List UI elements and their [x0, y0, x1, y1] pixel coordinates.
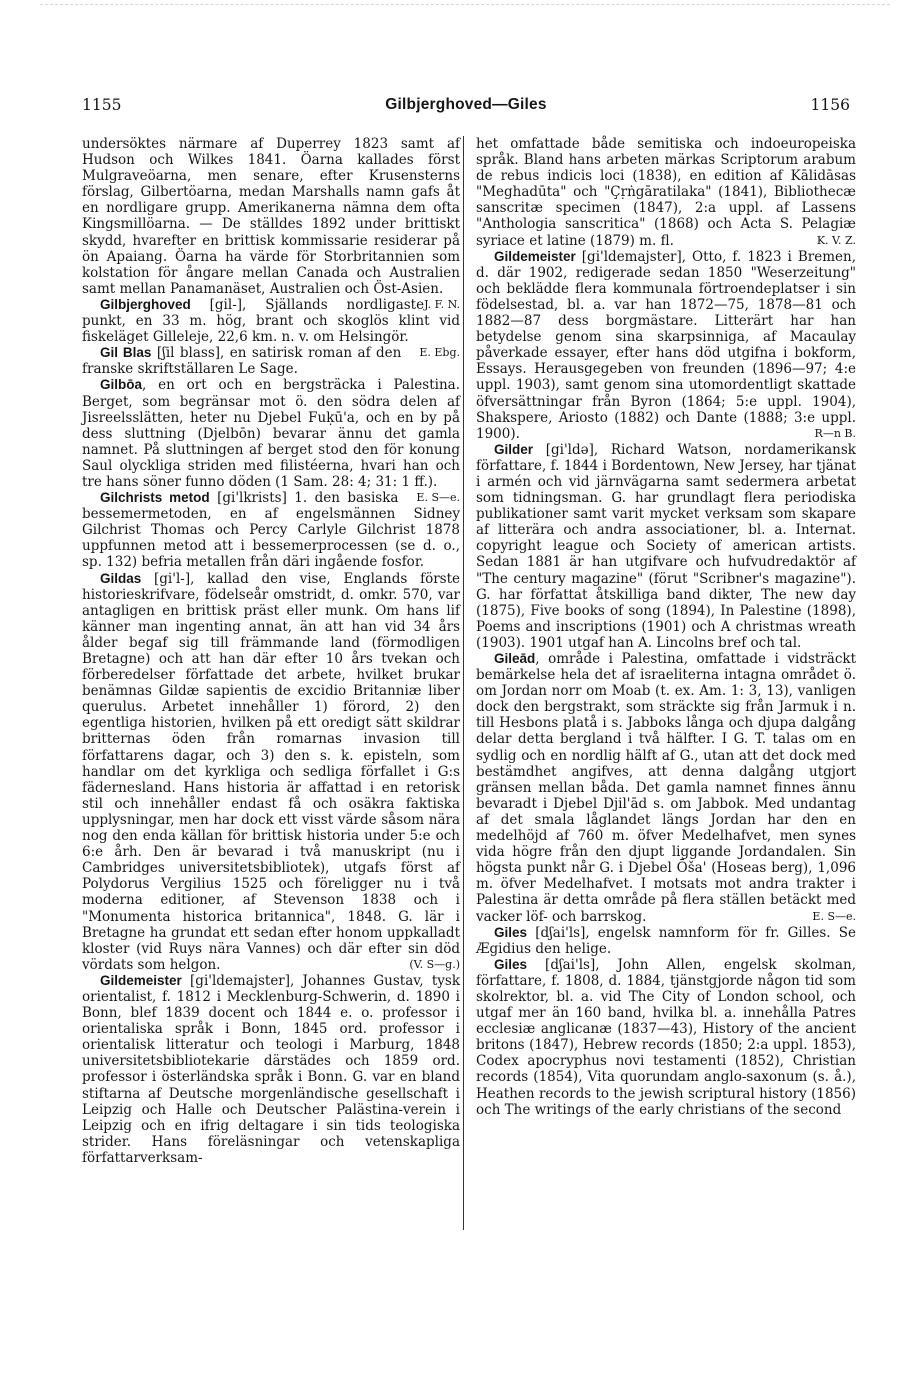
page-number-right: 1156	[810, 96, 850, 114]
headword: Gilbjerghoved	[100, 296, 191, 312]
entry-gilchrists-metod: Gilchrists metod [gi'lkrists] 1. den basiska bessemermetoden, en af engelsmännen Sidney Gilchrist Thomas och Percy Carlyle Gilchrist 1878 uppfunnen metod att i bessemerprocessen (se d. o., sp. 132) befria metallen från däri ingående fosfor.	[82, 490, 460, 571]
entry-gilbjerghoved: Gilbjerghoved [gil-], Själlands nordligaste punkt, en 33 m. hög, brant och skoglös klint vid fiskeläget Gilleleje, 22,6 km. n. v. om Helsingör. E. Ebg.	[82, 297, 460, 345]
entry-gilboa: Gilbōa, en ort och en bergsträcka i Palestina. Berget, som begränsar mot ö. den södra delen af Jisreelsslätten, heter nu Djebel Fuḳū'a, och en by på dess sluttning (Djelbōn) bevarar ännu det gamla namnet. På sluttningen af berget stod den för konung Saul olyckliga striden med filistéerna, hvari han och tre hans söner funno döden (1 Sam. 28: 4; 31: 1 ff.). E. S—e.	[82, 377, 460, 490]
headword: Gildas	[100, 570, 142, 586]
signature: E. S—e.	[812, 909, 856, 923]
column-divider	[463, 136, 464, 1230]
entry-gil-blas: Gil Blas [ʃil blass], en satirisk roman af den franske skriftställaren Le Sage.	[82, 345, 402, 378]
headword: Giles	[494, 924, 528, 940]
headword: Giles	[494, 956, 528, 972]
column-right	[476, 136, 856, 1118]
signature: J. F. N.	[424, 297, 460, 311]
column-left	[82, 136, 460, 1166]
entry-continuation: undersöktes närmare af Duperrey 1823 samt af Hudson och Wilkes 1841. Öarna kallades först Mulgraveöarna, men senare, efter Krusensterns förslag, Gilbertöarna, medan Marshalls namn gafs åt en nordligare grupp. Amerikanerna nämna dem ofta Kingsmillöarna. — De ställdes 1892 under brittiskt skydd, hvarefter en brittisk kommissarie residerar på ön Apaiang. Öarna ha värde för Storbritannien som kolstation för ångare mellan Canada och Australien samt mellan Panamanäset, Australien och Öst-Asien. J. F. N.	[82, 136, 460, 297]
headword: Gilbōa	[100, 377, 143, 393]
scan-edge-line	[40, 4, 890, 6]
entry-giles-namnform: Giles [dʃai'ls], engelsk namnform för fr. Gilles. Se Ægidius den helige.	[476, 924, 856, 957]
page-number-left: 1155	[82, 96, 122, 114]
entry-gildemeister-otto: Gildemeister [gi'ldemajster], Otto, f. 1823 i Bremen, d. där 1902, redigerade sedan 1850 "Weserzeitung" och beklädde flera kommunala förtroendeplatser i sin födelsestad, bl. a. var han 1872—75, 1878—81 och 1882—87 dess borgmästare. Litterärt har han betydelse genom sina skarpsinniga, af Macaulay påverkade essayer, efter hans död utgifna i bokform, Essays. Herausgegeben von freunden (1896—97; 4:e uppl. 1903), samt genom sina utomordentligt skattade öfversättningar från Byron (1864; 5:e uppl. 1904), Shakspere, Ariosto (1882) och Dante (1888; 3:e uppl. 1900). R—n B.	[476, 248, 856, 442]
headword: Gilder	[494, 441, 534, 457]
headword: Gil Blas	[100, 345, 152, 361]
running-title: Gilbjerghoved—Giles	[385, 96, 547, 113]
entry-gilead: Gileād, område i Palestina, omfattade i vidsträckt bemärkelse hela det af israeliterna intagna området ö. om Jordan norr om Moab (t. ex. Am. 1: 3, 13), vanligen dock den bergstrakt, som sträckte sig från Jarmuk i n. till Hesbons platå i s. Jabboks långa och djupa dalgång delar detta bergland i två hälfter. I G. T. talas om en sydlig och en nordlig hälft af G., utan att det dock med bestämdhet angifves, att denna dalgång utgjort gränsen mellan båda. Det gamla namnet finnes ännu bevaradt i Djebel Djil'ād s. om Jabbok. Med undantag af det smala låglandet längs Jordan har den en medelhöjd af 760 m. öfver Medelhafvet, men synes vida högre från den djupt liggande Jordandalen. Sin högsta punkt når G. i Djebel Ōša' (Hoseas berg), 1,096 m. öfver Medelhafvet. I motsats mot andra trakter i Palestina är detta område på flera ställen betäckt med vacker löf- och barrskog. E. S—e.	[476, 651, 856, 925]
headword: Gildemeister	[100, 972, 182, 988]
entry-giles-john-allen: Giles [dʃai'ls], John Allen, engelsk skolman, författare, f. 1808, d. 1884, tjänstgjorde någon tid som skolrektor, bl. a. vid The City of London school, och utgaf mer än 160 band, hvilka bl. a. innehålla Patres ecclesiæ anglicanæ (1837—43), History of the ancient britons (1847), Hebrew records (1850; 2:a uppl. 1853), Codex apocryphus novi testamenti (1852), Christian records (1854), Vita quorundam anglo-saxonum (s. å.), Heathen records to the jewish scriptural history (1856) och The writings of the early christians of the second	[476, 956, 856, 1118]
signature: E. S—e.	[416, 491, 460, 505]
headword: Gildemeister	[494, 248, 576, 264]
entry-gildemeister-johannes: Gildemeister [gi'ldemajster], Johannes Gustav, tysk orientalist, f. 1812 i Mecklenburg-Schwerin, d. 1890 i Bonn, blef 1839 docent och 1844 e. o. professor i orientaliska språk i Bonn, 1845 ord. professor i orientalisk litteratur och teologi i Marburg, 1848 universitetsbibliotekarie därstädes och 1859 ord. professor i österländska språk i Bonn. G. var en bland stiftarna af Deutsche morgenländische gesellschaft i Leipzig och Halle och Deutscher Palästina-verein i Leipzig och en ifrig deltagare i sin tids teologiska strider. Hans föreläsningar och vetenskapliga författarverksam-	[82, 972, 460, 1166]
signature: R—n B.	[814, 426, 856, 440]
entry-continuation: het omfattade både semitiska och indoeuropeiska språk. Bland hans arbeten märkas Scriptorum arabum de rebus indicis loci (1838), en edition af Kālidāsas "Meghadūta" och "Çṛṅgāratilaka" (1841), Bibliothecæ sanscritæ specimen (1847), 2:a uppl. af Lassens "Anthologia sanscritica" (1868) och Acta S. Pelagiæ syriace et latine (1879) m. fl. K. V. Z.	[476, 136, 856, 249]
entry-gildas: Gildas [gi'l-], kallad den vise, Englands förste historieskrifvare, födelseår omstridt, d. omkr. 570, var antagligen en brittisk präst eller munk. Om hans lif känner man ingenting annat, än att han vid 34 års ålder begaf sig till främmande land (förmodligen Bretagne) och att han där efter 10 års tvekan och förberedelser författade det arbete, hvilket brukar benämnas Gildæ sapientis de excidio Britanniæ liber querulus. Arbetet innehåller 1) förord, 2) den egentliga historien, hvilken på ett oredigt sätt skildrar britternas öden från romarnas invasion till författarens dagar, och 3) den s. k. episteln, som handlar om det kyrkliga och sedliga förfallet i G:s fädernesland. Hans historia är affattad i en retorisk stil och innehåller endast få och osäkra faktiska upplysningar, men har dock ett visst värde såsom nära nog den enda källan för brittisk historia under 5:e och 6:e årh. Den är bevarad i två manuskript (nu i Cambridges universitetsbibliotek), utgafs först af Polydorus Vergilius 1525 och föreligger nu i två moderna editioner, af Stevenson 1838 och i "Monumenta historica britannica", 1848. G. lär i Bretagne ha grundat ett sedan efter honom uppkalladt kloster (vid Ruys nära Vannes) och där efter sin död vördats som helgon. (V. S—g.)	[82, 570, 460, 973]
headword: Gileād	[494, 651, 536, 666]
signature: K. V. Z.	[816, 233, 856, 247]
signature: (V. S—g.)	[409, 957, 460, 971]
signature: E. Ebg.	[419, 346, 460, 360]
entry-gilder: Gilder [gi'ldə], Richard Watson, nordamerikansk författare, f. 1844 i Bordentown, New Jersey, har tjänat i armén och vid järnvägarna samt sedermera arbetat som tidningsman. G. har grundlagt flera periodiska publikationer samt varit mycket verksam som skapare af litterära och andra associationer, bl. a. Internat. copyright league och Society of american artists. Sedan 1881 är han utgifvare och hufvudredaktör af "The century magazine" (förut "Scribner's magazine"). G. har författat åtskilliga band dikter, The new day (1875), Five books of song (1894), In Palestine (1898), Poems and inscriptions (1901) och A christmas wreath (1903). 1901 utgaf han A. Lincolns bref och tal.	[476, 441, 856, 651]
page-header	[82, 96, 850, 124]
headword: Gilchrists metod	[100, 490, 210, 506]
